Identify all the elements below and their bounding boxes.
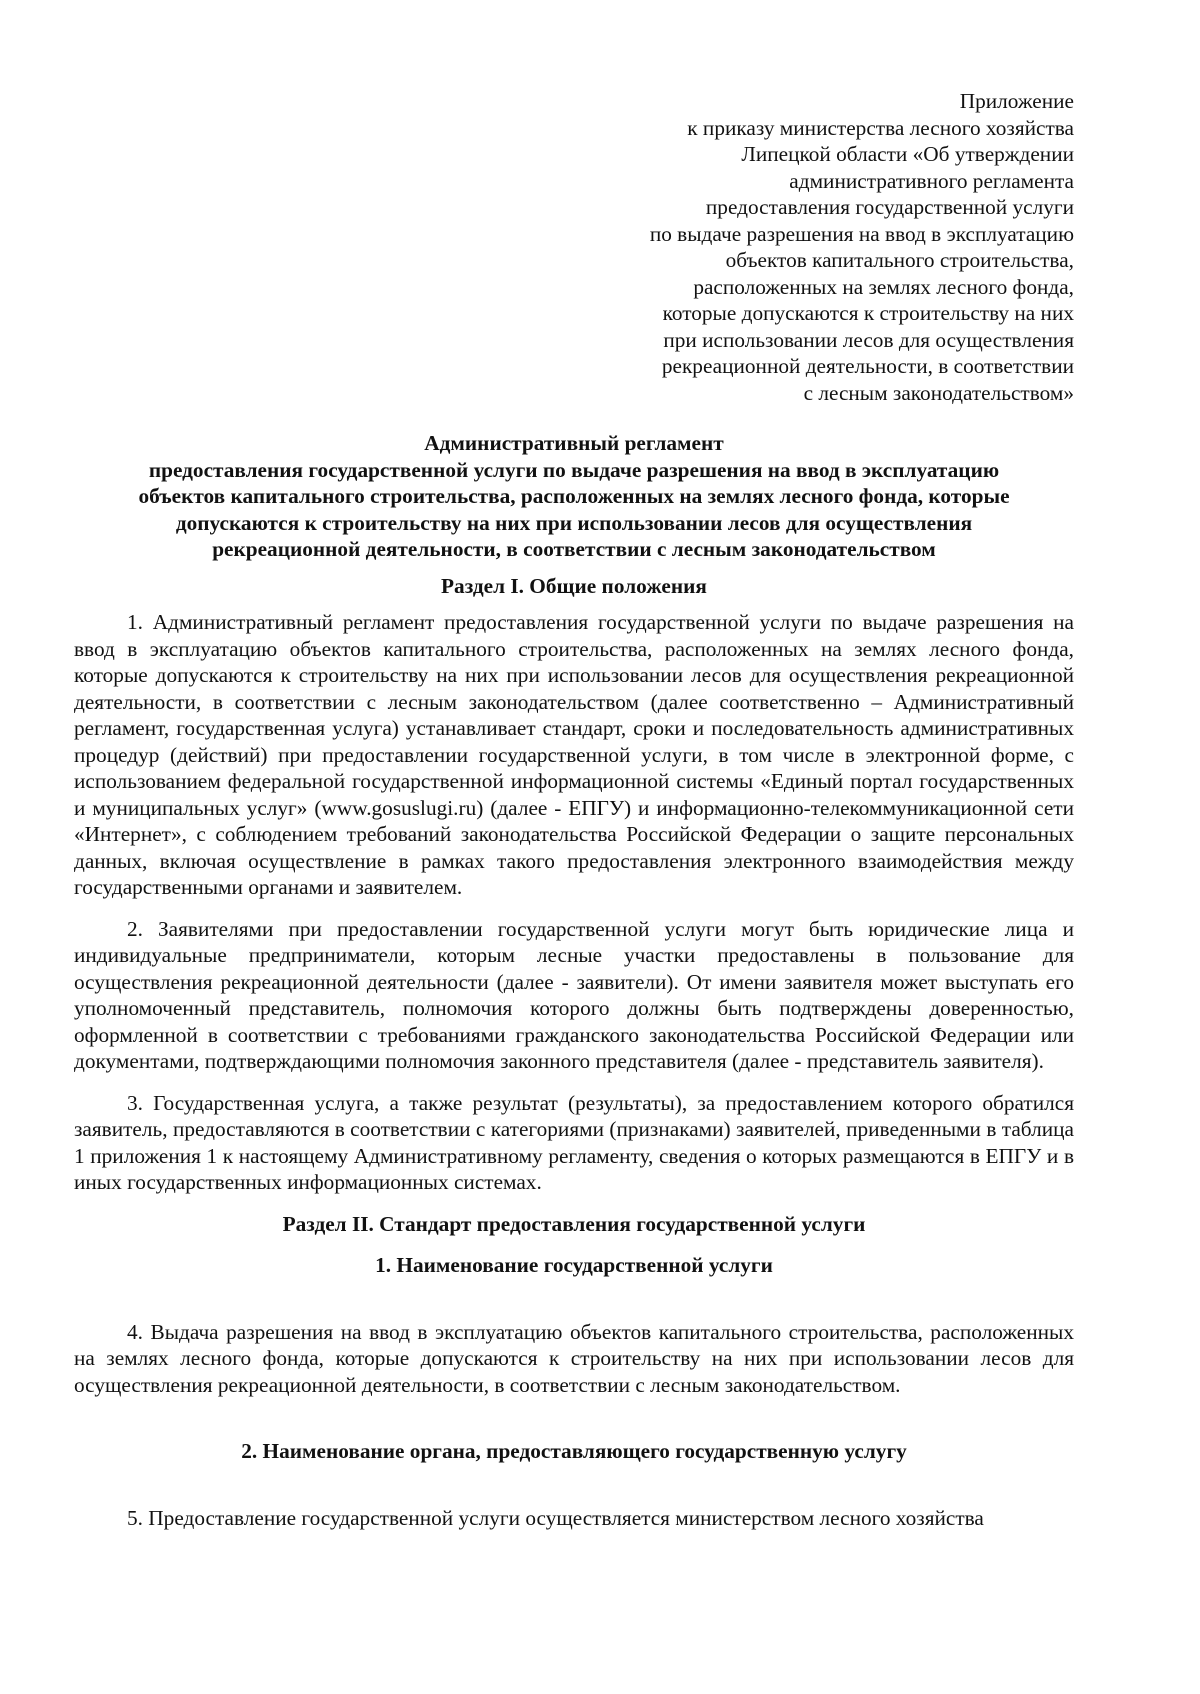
appendix-line: к приказу министерства лесного хозяйства bbox=[687, 115, 1074, 140]
appendix-line: при использовании лесов для осуществления bbox=[663, 327, 1074, 352]
paragraph-2: 2. Заявителями при предоставлении государственной услуги могут быть юридические лица и индивидуальные предприниматели, которым лесные участки предоставлены в пользование для осуществления рекреационной деятельности (далее - заявители). От имени заявителя может выступать его уполномоченный представитель, полномочия которого должны быть подтверждены доверенностью, оформленной в соответствии с требованиями гражданского законодательства Российской Федерации или документами, подтверждающими полномочия законного представителя (далее - представитель заявителя). bbox=[74, 916, 1074, 1073]
section-2-heading: Раздел II. Стандарт предоставления государственной услуги bbox=[282, 1211, 866, 1236]
section-1-heading: Раздел I. Общие положения bbox=[441, 573, 707, 598]
appendix-line: административного регламента bbox=[789, 168, 1074, 193]
title-line: рекреационной деятельности, в соответствии с лесным законодательством bbox=[212, 537, 936, 561]
document-body bbox=[74, 430, 1074, 1531]
paragraph-5: 5. Предоставление государственной услуги осуществляется министерством лесного хозяйства bbox=[127, 1505, 984, 1530]
appendix-line: предоставления государственной услуги bbox=[705, 195, 1074, 219]
title-line: допускаются к строительству на них при использовании лесов для осуществления bbox=[175, 510, 973, 535]
appendix-line: Приложение bbox=[959, 89, 1074, 113]
appendix-line: расположенных на землях лесного фонда, bbox=[693, 274, 1074, 299]
appendix-line: которые допускаются к строительству на них bbox=[662, 301, 1074, 325]
appendix-line: рекреационной деятельности, в соответствии bbox=[661, 354, 1074, 378]
subsection-1-heading: 1. Наименование государственной услуги bbox=[375, 1253, 773, 1277]
subsection-2-heading: 2. Наименование органа, предоставляющего государственную услугу bbox=[241, 1439, 907, 1463]
appendix-line: с лесным законодательством» bbox=[803, 380, 1074, 405]
title-line: Административный регламент bbox=[424, 431, 724, 455]
title-line: объектов капитального строительства, расположенных на землях лесного фонда, которые bbox=[138, 484, 1010, 508]
paragraph-4: 4. Выдача разрешения на ввод в эксплуатацию объектов капитального строительства, расположенных на землях лесного фонда, которые допускаются к строительству на них при использовании лесов для осуществления рекреационной деятельности, в соответствии с лесным законодательством. bbox=[74, 1319, 1074, 1397]
appendix-line: Липецкой области «Об утверждении bbox=[741, 142, 1074, 166]
appendix-line: по выдаче разрешения на ввод в эксплуатацию bbox=[649, 221, 1074, 246]
paragraph-3: 3. Государственная услуга, а также результат (результаты), за предоставлением которого обратился заявитель, предоставляются в соответствии с категориями (признаками) заявителей, приведенными в таблица 1 приложения 1 к настоящему Административному регламенту, сведения о которых размещаются в ЕПГУ и в иных государственных информационных системах. bbox=[74, 1090, 1074, 1194]
appendix-line: объектов капитального строительства, bbox=[725, 248, 1074, 272]
paragraph-1: 1. Административный регламент предоставления государственной услуги по выдаче разрешения на ввод в эксплуатацию объектов капитального строительства, расположенных на землях лесного фонда, которые допускаются к строительству на них при использовании лесов для осуществления рекреационной деятельности, в соответствии с лесным законодательством (далее соответственно – Административный регламент, государственная услуга) устанавливает стандарт, сроки и последовательность административных процедур (действий) при предоставлении государственной услуги, в том числе в электронной форме, с использованием федеральной государственной информационной системы «Единый портал государственных и муниципальных услуг» (www.gosuslugi.ru) (далее - ЕПГУ) и информационно-телекоммуникационной сети «Интернет», с соблюдением требований законодательства Российской Федерации о защите персональных данных, включая осуществление в рамках такого предоставления электронного взаимодействия между государственными органами и заявителем. bbox=[74, 610, 1074, 899]
appendix-block bbox=[534, 88, 1074, 406]
title-line: предоставления государственной услуги по выдаче разрешения на ввод в эксплуатацию bbox=[148, 457, 1000, 482]
document-title bbox=[74, 430, 1074, 563]
